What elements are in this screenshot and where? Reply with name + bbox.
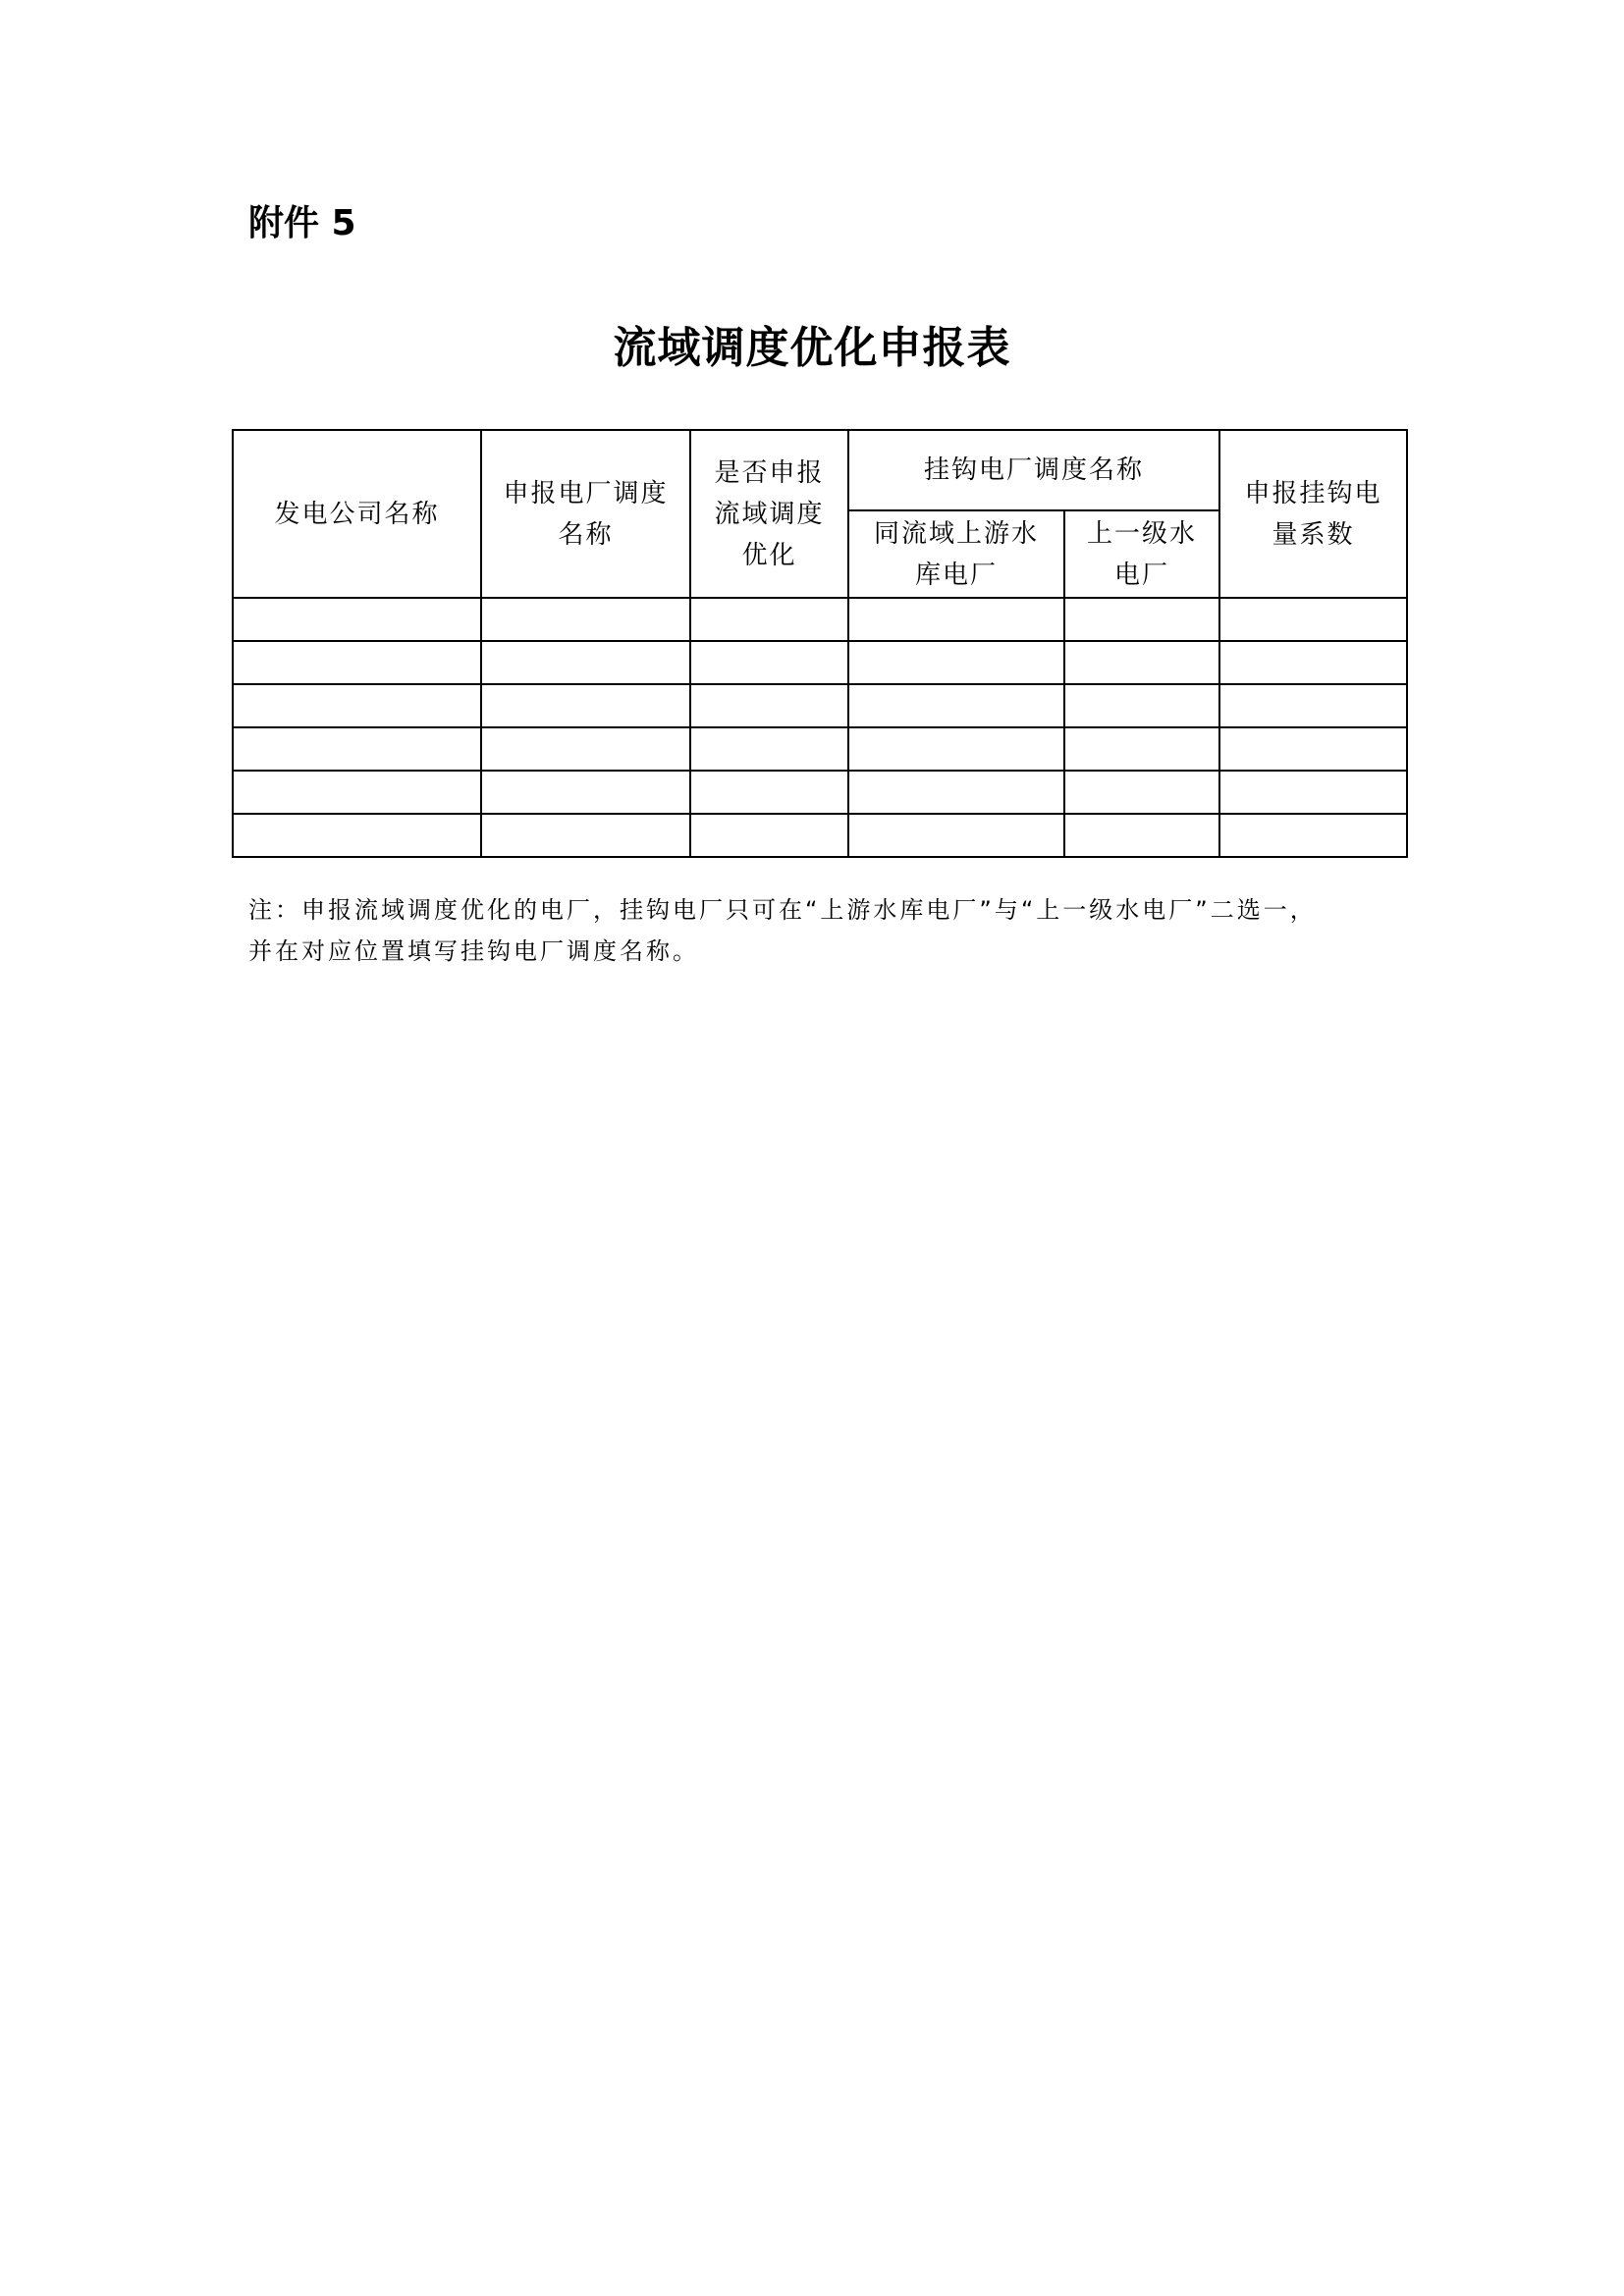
- table-cell[interactable]: [848, 727, 1064, 771]
- header-upstream-reservoir-plant: 同流域上游水 库电厂: [848, 510, 1064, 598]
- table-row: [233, 598, 1407, 641]
- table-cell[interactable]: [1064, 684, 1219, 727]
- table-cell[interactable]: [690, 727, 848, 771]
- table-cell[interactable]: [233, 598, 481, 641]
- table-cell[interactable]: [1064, 771, 1219, 814]
- table-cell[interactable]: [848, 641, 1064, 684]
- table-note: [248, 889, 1407, 972]
- table-cell[interactable]: [690, 641, 848, 684]
- table-cell[interactable]: [1064, 727, 1219, 771]
- table-cell[interactable]: [1064, 598, 1219, 641]
- report-table: [232, 429, 1408, 858]
- table-cell[interactable]: [481, 727, 690, 771]
- table-cell[interactable]: [848, 814, 1064, 857]
- table-cell[interactable]: [1219, 727, 1407, 771]
- note-line-1: 注：申报流域调度优化的电厂，挂钩电厂只可在“上游水库电厂”与“上一级水电厂”二选一，: [248, 896, 1317, 924]
- header-plant-dispatch-name: 申报电厂调度 名称: [481, 430, 690, 598]
- table-cell[interactable]: [848, 684, 1064, 727]
- table-cell[interactable]: [233, 814, 481, 857]
- table-cell[interactable]: [481, 641, 690, 684]
- table-cell[interactable]: [481, 771, 690, 814]
- table-cell[interactable]: [1219, 771, 1407, 814]
- table-row: [233, 727, 1407, 771]
- table-cell[interactable]: [848, 598, 1064, 641]
- table-cell[interactable]: [481, 598, 690, 641]
- table-cell[interactable]: [233, 771, 481, 814]
- table-cell[interactable]: [1219, 641, 1407, 684]
- table-cell[interactable]: [233, 727, 481, 771]
- table-cell[interactable]: [848, 771, 1064, 814]
- table-cell[interactable]: [690, 771, 848, 814]
- table-cell[interactable]: [690, 684, 848, 727]
- attachment-label: 附件 5: [248, 203, 356, 243]
- header-linked-coefficient: 申报挂钩电 量系数: [1219, 430, 1407, 598]
- table-row: [233, 641, 1407, 684]
- header-company-name: 发电公司名称: [233, 430, 481, 598]
- table-cell[interactable]: [690, 598, 848, 641]
- header-linked-plant-group: 挂钩电厂调度名称: [848, 430, 1219, 510]
- table-cell[interactable]: [233, 641, 481, 684]
- header-basin-optimization: 是否申报 流域调度 优化: [690, 430, 848, 598]
- table-cell[interactable]: [1219, 684, 1407, 727]
- table-cell[interactable]: [1064, 641, 1219, 684]
- table-cell[interactable]: [1219, 598, 1407, 641]
- table-cell[interactable]: [481, 684, 690, 727]
- table-row: [233, 814, 1407, 857]
- table-cell[interactable]: [233, 684, 481, 727]
- table-row: [233, 684, 1407, 727]
- table-row: [233, 771, 1407, 814]
- header-upper-level-hydro-plant: 上一级水 电厂: [1064, 510, 1219, 598]
- note-line-2: 并在对应位置填写挂钩电厂调度名称。: [248, 937, 699, 965]
- table-cell[interactable]: [1064, 814, 1219, 857]
- table-cell[interactable]: [690, 814, 848, 857]
- table-header-row: [233, 430, 1407, 510]
- table-cell[interactable]: [481, 814, 690, 857]
- document-title: 流域调度优化申报表: [613, 323, 1011, 373]
- table-cell[interactable]: [1219, 814, 1407, 857]
